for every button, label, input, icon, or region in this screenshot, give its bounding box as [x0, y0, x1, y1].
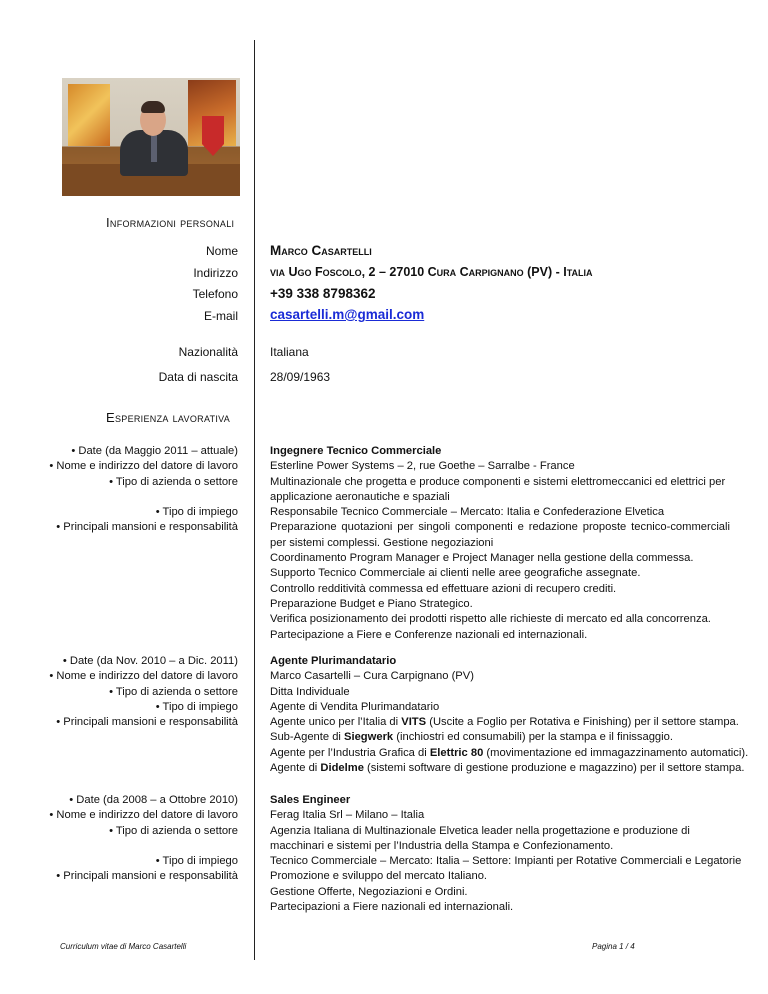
label-employer: • Nome e indirizzo del datore di lavoro	[49, 670, 238, 683]
job-entry	[270, 444, 730, 643]
job-duty: Agente per l’Industria Grafica di Elettric 80 (movimentazione ed immagazzinamento automatici).	[270, 746, 749, 759]
value-birth: 28/09/1963	[270, 370, 331, 384]
job-sector: Agenzia Italiana di Multinazionale Elvetica leader nella progettazione e produzione di macchinari e sistemi per l’Industria della Stampa e Confezionamento.	[270, 824, 690, 852]
label-sector: • Tipo di azienda o settore	[109, 475, 238, 488]
job-employer: Esterline Power Systems – 2, rue Goethe – Sarralbe - France	[270, 460, 575, 473]
job-duty: Verifica posizionamento dei prodotti rispetto alle richieste di mercato ed alla concorrenza.	[270, 613, 711, 626]
label-date: • Date (da Maggio 2011 – attuale)	[71, 445, 238, 457]
job-labels-lower	[56, 854, 238, 885]
job-type: Tecnico Commerciale – Mercato: Italia – Settore: Impianti per Rotative Commerciali e Legatorie	[270, 855, 742, 868]
page-number: Pagina 1 / 4	[592, 942, 635, 951]
label-duties: • Principali mansioni e responsabilità	[56, 870, 238, 883]
label-date: • Date (da Nov. 2010 – a Dic. 2011)	[62, 655, 238, 667]
value-phone: +39 338 8798362	[270, 286, 376, 301]
job-labels	[49, 444, 238, 490]
value-address: via Ugo Foscolo, 2 – 27010 Cura Carpignano (PV) - Italia	[270, 265, 593, 279]
job-duty: Agente unico per l’Italia di VITS (Uscite a Foglio per Rotativa e Finishing) per il settore stampa.	[270, 716, 739, 729]
job-labels-lower	[56, 505, 238, 536]
label-phone: Telefono	[192, 287, 238, 301]
job-duty: Partecipazioni a Fiere nazionali ed internazionali.	[270, 901, 514, 914]
label-address: Indirizzo	[193, 266, 238, 280]
label-name: Nome	[205, 244, 238, 258]
footer-caption: Curriculum vitae di Marco Casartelli	[60, 942, 187, 951]
job-employer: Marco Casartelli – Cura Carpignano (PV)	[270, 670, 474, 683]
job-title: Ingegnere Tecnico Commerciale	[270, 445, 442, 457]
job-type: Responsabile Tecnico Commerciale – Mercato: Italia e Confederazione Elvetica	[270, 506, 665, 519]
section-title-experience: Esperienza lavorativa	[106, 410, 231, 425]
job-entry	[270, 793, 742, 915]
job-entry	[270, 654, 749, 776]
label-sector: • Tipo di azienda o settore	[109, 824, 238, 837]
job-duty: Controllo redditività commessa ed effettuare azioni di recupero crediti.	[270, 582, 617, 595]
job-duty: Preparazione quotazioni per singoli componenti e redazione proposte tecnico-commerciali per sistemi complessi. Gestione negoziazioni	[270, 521, 730, 549]
job-labels	[49, 793, 238, 839]
job-duty: Sub-Agente di Siegwerk (inchiostri ed consumabili) per la stampa e il finissaggio.	[270, 731, 673, 744]
job-duty: Agente di Didelme (sistemi software di gestione produzione e magazzino) per il settore stampa.	[270, 762, 745, 775]
job-labels	[49, 654, 238, 730]
label-duties: • Principali mansioni e responsabilità	[56, 716, 238, 729]
value-nationality: Italiana	[270, 345, 309, 359]
label-employer: • Nome e indirizzo del datore di lavoro	[49, 460, 238, 473]
profile-photo	[62, 78, 240, 196]
label-sector: • Tipo di azienda o settore	[109, 685, 238, 698]
job-sector: Ditta Individuale	[270, 685, 350, 698]
value-name: Marco Casartelli	[270, 243, 372, 258]
label-type: • Tipo di impiego	[155, 700, 238, 713]
job-title: Agente Plurimandatario	[270, 655, 397, 667]
label-date: • Date (da 2008 – a Ottobre 2010)	[69, 794, 238, 806]
label-employer: • Nome e indirizzo del datore di lavoro	[49, 809, 238, 822]
job-duty: Partecipazione a Fiere e Conferenze nazionali ed internazionali.	[270, 628, 588, 641]
label-birth: Data di nascita	[158, 370, 238, 384]
section-title-personal: Informazioni personali	[106, 215, 235, 230]
job-type: Agente di Vendita Plurimandatario	[270, 700, 440, 713]
job-sector: Multinazionale che progetta e produce componenti e sistemi elettromeccanici ed elettrici per applicazione aeronautiche e spaziali	[270, 475, 726, 503]
email-link[interactable]: casartelli.m@gmail.com	[270, 307, 425, 322]
job-duty: Promozione e sviluppo del mercato Italiano.	[270, 870, 488, 883]
job-duty: Gestione Offerte, Negoziazioni e Ordini.	[270, 885, 468, 898]
job-employer: Ferag Italia Srl – Milano – Italia	[270, 809, 425, 822]
label-type: • Tipo di impiego	[155, 855, 238, 867]
job-duty: Preparazione Budget e Piano Strategico.	[270, 597, 473, 610]
job-title: Sales Engineer	[270, 794, 351, 806]
label-nationality: Nazionalità	[178, 345, 238, 359]
job-duty: Supporto Tecnico Commerciale ai clienti nelle aree geografiche assegnate.	[270, 567, 641, 580]
label-email: E-mail	[203, 309, 238, 323]
label-type: • Tipo di impiego	[155, 506, 238, 518]
column-divider	[254, 40, 255, 960]
label-duties: • Principali mansioni e responsabilità	[56, 521, 238, 534]
job-duty: Coordinamento Program Manager e Project Manager nella gestione della commessa.	[270, 552, 694, 565]
